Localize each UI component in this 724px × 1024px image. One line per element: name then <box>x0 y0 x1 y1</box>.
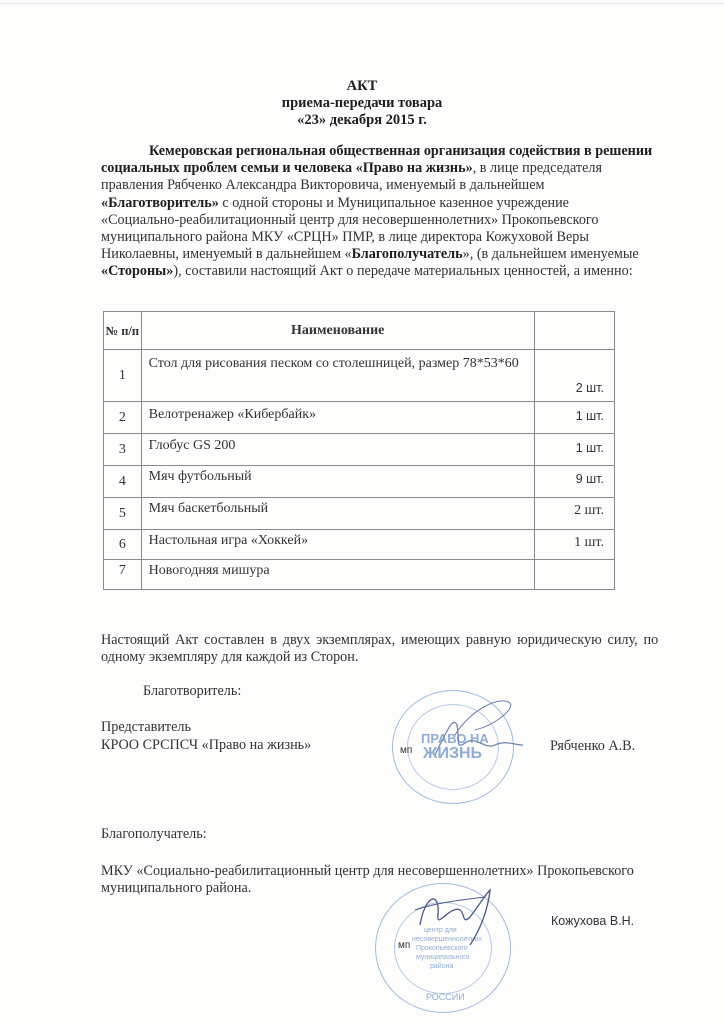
table-header-row <box>104 312 615 350</box>
row-num: 6 <box>104 530 142 560</box>
row-name: Глобус GS 200 <box>141 434 534 466</box>
table-row <box>104 402 615 434</box>
intro-text: с одной стороны и Муниципальное казенное учреждение <box>218 194 569 211</box>
donor-signature-icon <box>415 695 525 775</box>
closing-text: одному экземпляру для каждой из Сторон. <box>101 649 359 666</box>
table-row <box>104 350 615 402</box>
intro-org-name-cont: социальных проблем семьи и человека «Право на жизнь» <box>101 160 473 177</box>
donor-stamp-place: мп <box>400 745 413 756</box>
donor-role: Представитель <box>101 719 191 735</box>
row-qty: 1 шт. <box>534 402 614 434</box>
table-row <box>104 466 615 498</box>
donor-label: Благотворитель: <box>143 683 242 699</box>
table-row <box>104 560 615 590</box>
intro-text: правления Рябченко Александра Викторовича, именуемый в дальнейшем <box>101 177 545 194</box>
header-name: Наименование <box>141 312 534 350</box>
stamp-text: ЖИЗНЬ <box>423 745 483 762</box>
row-num: 4 <box>104 466 142 498</box>
row-num: 1 <box>104 350 142 402</box>
row-num: 7 <box>104 560 142 590</box>
donor-term: «Благотворитель» <box>101 194 219 211</box>
table-row <box>104 530 615 560</box>
table-row <box>104 434 615 466</box>
closing-paragraph <box>101 632 671 666</box>
recipient-signature-icon <box>410 885 500 955</box>
row-num: 2 <box>104 402 142 434</box>
intro-text: Николаевны, именуемый в дальнейшем « <box>101 246 352 263</box>
intro-text: », (в дальнейшем именуемые <box>462 246 639 263</box>
intro-paragraph <box>101 143 667 281</box>
row-qty <box>534 560 614 590</box>
row-num: 3 <box>104 434 142 466</box>
recipient-term: Благополучатель <box>351 246 463 263</box>
stamp-text: центр для <box>424 927 457 934</box>
row-name: Мяч баскетбольный <box>141 498 534 530</box>
recipient-label: Благополучатель: <box>101 826 207 842</box>
document-title: АКТ <box>346 78 378 94</box>
header-qty <box>534 312 614 350</box>
recipient-stamp-place: мп <box>398 940 411 951</box>
header-num: № п/п <box>104 312 142 350</box>
donor-signer: Рябченко А.В. <box>550 738 636 754</box>
row-qty: 2 шт. <box>534 498 614 530</box>
document-subtitle: приема-передачи товара <box>281 95 443 111</box>
recipient-org-line1: МКУ «Социально-реабилитационный центр для несовершеннолетних» Прокопьевского <box>101 863 634 879</box>
row-qty: 2 шт. <box>534 350 614 402</box>
intro-text: , в лице председателя <box>472 160 602 177</box>
parties-term: «Стороны» <box>101 263 174 280</box>
row-qty: 1 шт. <box>534 434 614 466</box>
row-qty: 9 шт. <box>534 466 614 498</box>
row-name: Велотренажер «Кибербайк» <box>141 402 534 434</box>
items-table <box>103 311 615 590</box>
intro-org-name: Кемеровская региональная общественная организация содействия в решении <box>149 143 653 159</box>
row-name: Стол для рисования песком со столешницей, размер 78*53*60 <box>141 350 534 402</box>
intro-text: муниципального района МКУ «СРЦН» ПМР, в лице директора Кожуховой Веры <box>101 229 589 246</box>
recipient-org-line2: муниципального района. <box>101 880 252 896</box>
row-name: Новогодняя мишура <box>141 560 534 590</box>
intro-text: «Социально-реабилитационный центр для несовершеннолетних» Прокопьевского <box>101 211 599 228</box>
table-row <box>104 498 615 530</box>
intro-text: ), составили настоящий Акт о передаче материальных ценностей, а именно: <box>173 263 633 280</box>
stamp-text: несовершеннолетних <box>412 936 482 943</box>
stamp-text: района <box>430 963 454 970</box>
document-date: «23» декабря 2015 г. <box>297 112 427 128</box>
stamp-text: муниципального <box>416 954 470 961</box>
row-num: 5 <box>104 498 142 530</box>
closing-text: Настоящий Акт составлен в двух экземплярах, имеющих равную юридическую силу, по <box>101 632 659 648</box>
scan-edge-line <box>0 3 724 4</box>
row-qty: 1 шт. <box>534 530 614 560</box>
stamp-text: РОССИИ <box>426 992 465 1002</box>
recipient-signer: Кожухова В.Н. <box>551 914 635 928</box>
donor-org: КРОО СРСПСЧ «Право на жизнь» <box>101 737 312 753</box>
stamp-text: ПРАВО НА <box>421 731 489 746</box>
row-name: Мяч футбольный <box>141 466 534 498</box>
stamp-text: Прокопьевского <box>416 945 468 952</box>
row-name: Настольная игра «Хоккей» <box>141 530 534 560</box>
